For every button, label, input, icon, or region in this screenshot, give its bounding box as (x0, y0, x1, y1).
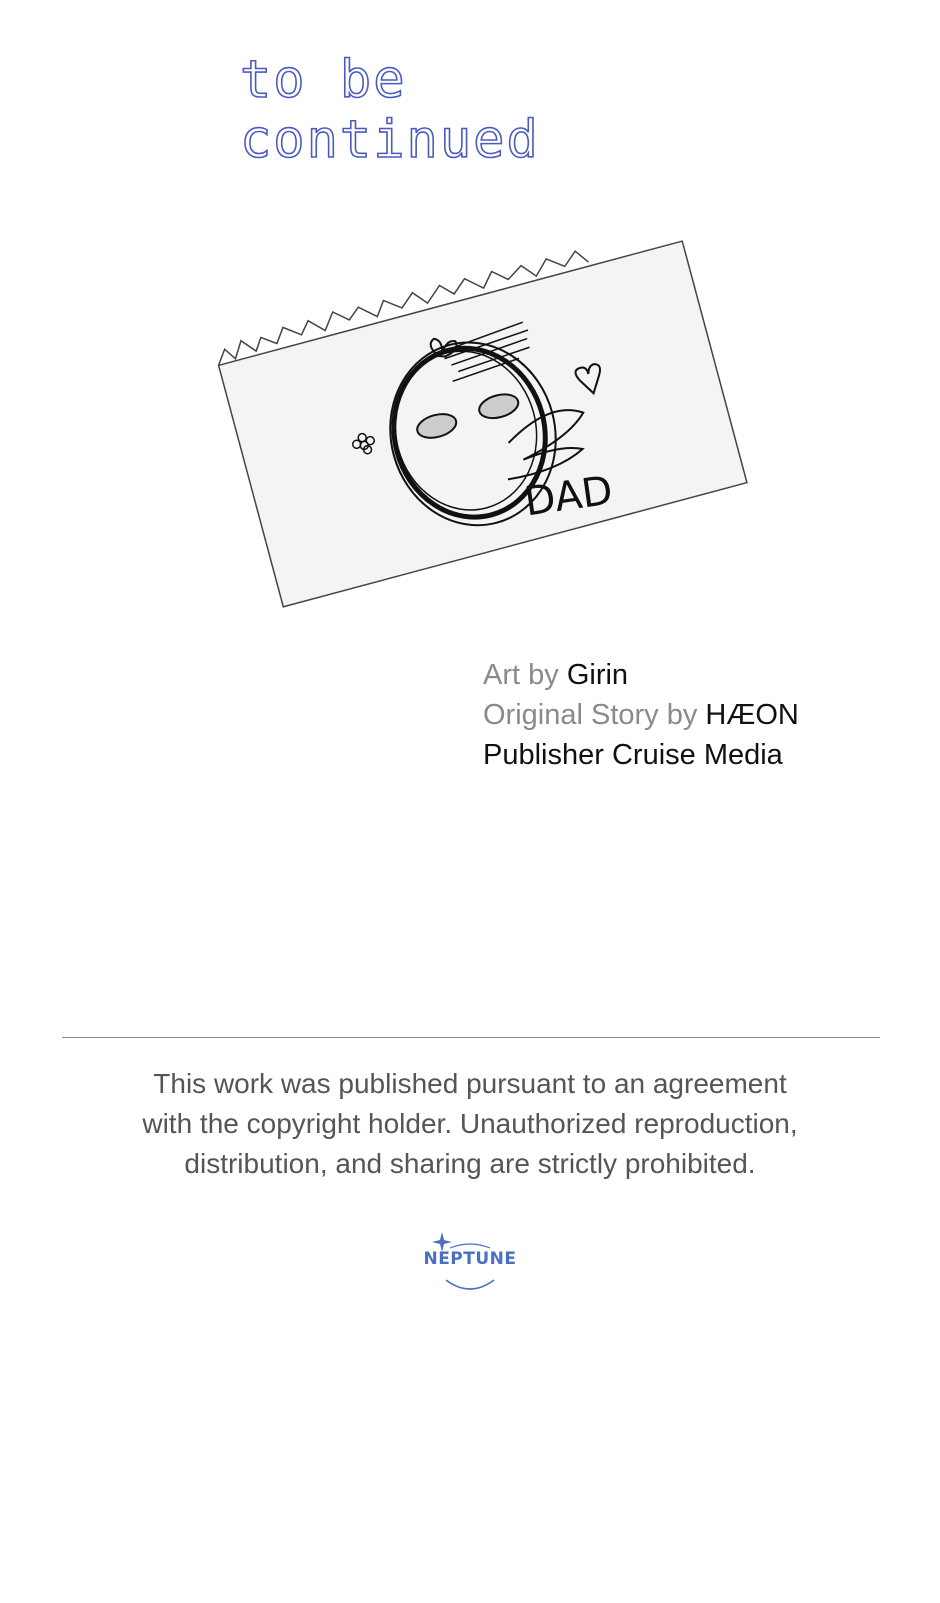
credit-story (483, 695, 799, 735)
credit-art-value: Girin (566, 659, 629, 691)
copyright-notice (90, 1064, 850, 1184)
dad-sketch-illustration (195, 180, 755, 610)
copyright-line-2: with the copyright holder. Unauthorized reproduction, (142, 1108, 798, 1139)
credit-publisher-value: Cruise Media (611, 739, 783, 771)
credits-block (483, 655, 799, 775)
credit-story-label: Original Story by (483, 699, 698, 731)
logo-text: NEPTUNE (423, 1249, 517, 1269)
drawing-caption: DAD (521, 467, 616, 526)
paper-sketch-icon (195, 180, 755, 610)
divider-line (62, 1037, 880, 1038)
credit-publisher-label: Publisher (483, 739, 604, 771)
copyright-line-1: This work was published pursuant to an agreement (153, 1068, 787, 1099)
copyright-line-3: distribution, and sharing are strictly prohibited. (184, 1148, 756, 1179)
credit-art-label: Art by (483, 659, 559, 691)
credit-publisher (483, 735, 799, 775)
credit-art (483, 655, 799, 695)
to-be-continued-title (240, 50, 700, 170)
credit-story-value: HÆON (705, 699, 799, 731)
title-text: to be continued (240, 50, 540, 170)
neptune-logo (420, 1228, 520, 1298)
